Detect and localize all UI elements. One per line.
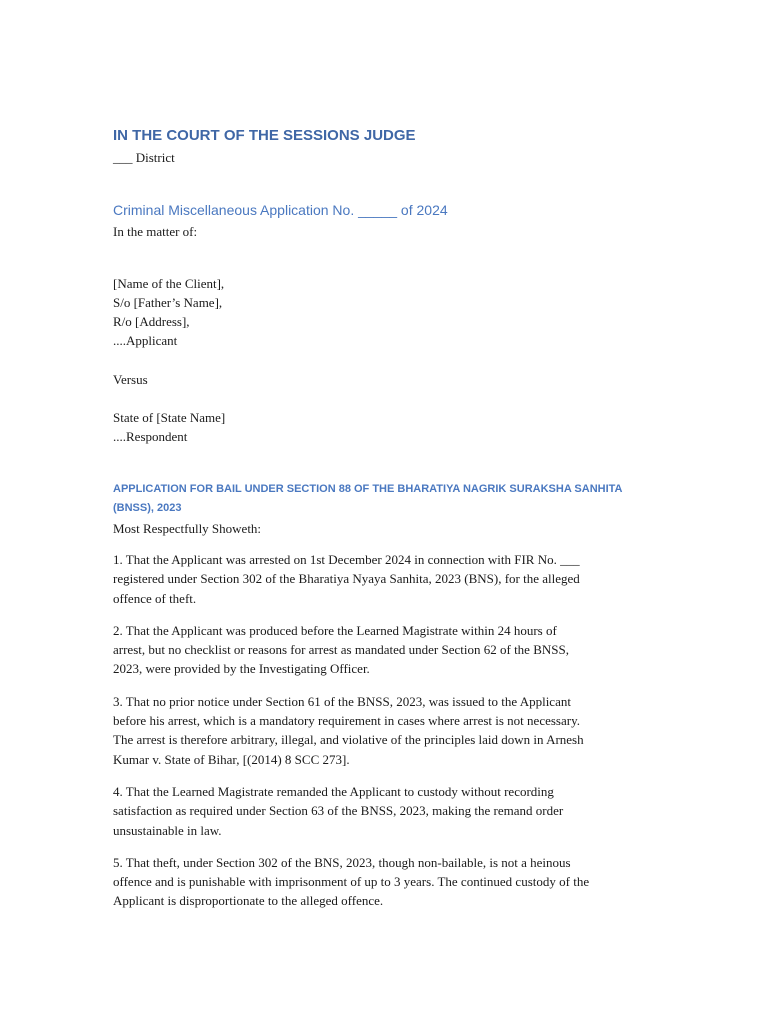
application-heading-line2: (BNSS), 2023 bbox=[113, 501, 182, 514]
paragraph-line: satisfaction as required under Section 63 of the BNSS, 2023, making the remand order bbox=[113, 803, 564, 819]
applicant-address: R/o [Address], bbox=[113, 314, 190, 330]
paragraph-line: offence of theft. bbox=[113, 590, 197, 606]
paragraph-line: unsustainable in law. bbox=[113, 822, 222, 838]
paragraph-1 bbox=[113, 550, 658, 608]
paragraph-line: before his arrest, which is a mandatory requirement in cases where arrest is not necessary. bbox=[113, 713, 580, 729]
paragraph-line: arrest, but no checklist or reasons for arrest as mandated under Section 62 of the BNSS, bbox=[113, 642, 569, 658]
respondent-role: ....Respondent bbox=[113, 429, 188, 445]
court-title: IN THE COURT OF THE SESSIONS JUDGE bbox=[113, 127, 416, 144]
paragraph-line: 3. That no prior notice under Section 61 of the BNSS, 2023, was issued to the Applicant bbox=[113, 693, 571, 709]
paragraph-line: registered under Section 302 of the Bharatiya Nyaya Sanhita, 2023 (BNS), for the alleged bbox=[113, 571, 580, 587]
paragraph-line: 2023, were provided by the Investigating Officer. bbox=[113, 661, 370, 677]
applicant-father: S/o [Father’s Name], bbox=[113, 294, 223, 310]
application-heading bbox=[113, 480, 658, 518]
paragraph-5 bbox=[113, 853, 658, 911]
applicant-name: [Name of the Client], bbox=[113, 275, 225, 291]
application-heading-line1: APPLICATION FOR BAIL UNDER SECTION 88 OF THE BHARATIYA NAGRIK SURAKSHA SANHITA bbox=[113, 482, 623, 495]
paragraph-2 bbox=[113, 621, 658, 679]
paragraph-line: The arrest is therefore arbitrary, illegal, and violative of the principles laid down in Arnesh bbox=[113, 732, 584, 748]
salutation-line: Most Respectfully Showeth: bbox=[113, 520, 262, 536]
paragraph-line: 2. That the Applicant was produced before the Learned Magistrate within 24 hours of bbox=[113, 622, 557, 638]
paragraph-4 bbox=[113, 782, 658, 840]
paragraph-line: offence and is punishable with imprisonment of up to 3 years. The continued custody of the bbox=[113, 874, 590, 890]
document-body bbox=[113, 126, 658, 911]
district-line: ___ District bbox=[113, 150, 175, 165]
applicant-block bbox=[113, 274, 658, 351]
paragraph-line: Applicant is disproportionate to the alleged offence. bbox=[113, 893, 384, 909]
respondent-block bbox=[113, 408, 658, 447]
respondent-name: State of [State Name] bbox=[113, 410, 226, 426]
paragraph-3 bbox=[113, 692, 658, 769]
paragraph-line: 4. That the Learned Magistrate remanded the Applicant to custody without recording bbox=[113, 783, 554, 799]
in-matter-line: In the matter of: bbox=[113, 224, 198, 240]
paragraph-line: Kumar v. State of Bihar, [(2014) 8 SCC 273]. bbox=[113, 751, 350, 767]
case-heading: Criminal Miscellaneous Application No. _____ of 2024 bbox=[113, 202, 448, 219]
applicant-role: ....Applicant bbox=[113, 333, 178, 349]
paragraph-line: 5. That theft, under Section 302 of the BNS, 2023, though non-bailable, is not a heinous bbox=[113, 854, 571, 870]
paragraph-line: 1. That the Applicant was arrested on 1st December 2024 in connection with FIR No. ___ bbox=[113, 551, 580, 567]
versus-line: Versus bbox=[113, 371, 148, 387]
